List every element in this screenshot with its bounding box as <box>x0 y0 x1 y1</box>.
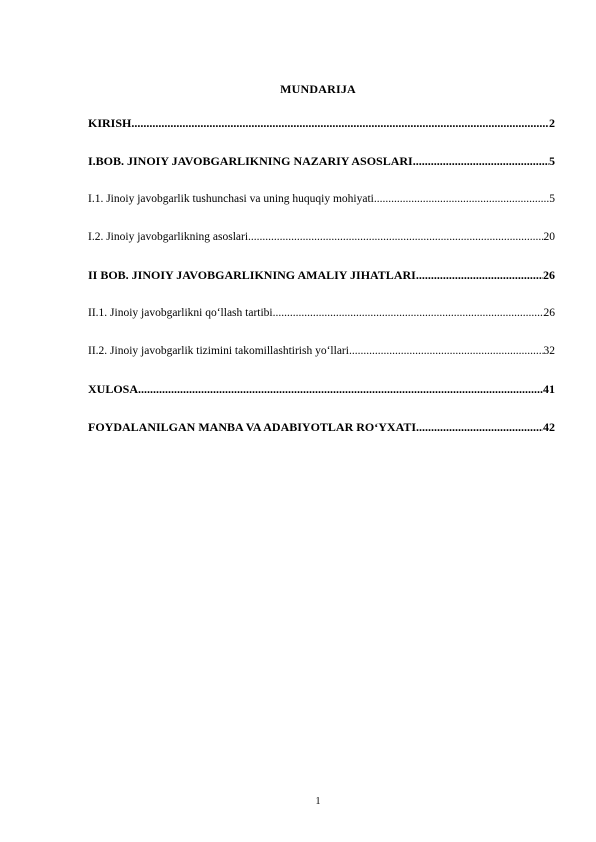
toc-entry-page: 32 <box>543 345 555 357</box>
toc-entry-chapter-1 <box>88 154 555 168</box>
table-of-contents <box>88 116 555 458</box>
toc-leader-dots <box>416 268 543 282</box>
toc-entry-text: I.BOB. JINOIY JAVOBGARLIKNING NAZARIY ASOSLARI <box>88 154 413 168</box>
toc-entry-xulosa <box>88 382 555 396</box>
toc-leader-dots <box>131 116 549 130</box>
toc-entry-section-2-2 <box>88 344 555 358</box>
toc-leader-dots <box>138 382 543 396</box>
toc-entry-text: KIRISH <box>88 116 132 130</box>
toc-entry-section-2-1 <box>88 306 555 320</box>
toc-entry-text: II.1. Jinoiy javobgarlikni qo‘llash tartibi <box>88 307 273 319</box>
toc-leader-dots <box>349 344 544 358</box>
toc-entry-kirish <box>88 116 555 130</box>
toc-entry-text: XULOSA <box>88 382 139 396</box>
toc-entry-section-1-1 <box>88 192 555 206</box>
toc-entry-page: 42 <box>543 420 555 434</box>
toc-entry-text: II.2. Jinoiy javobgarlik tizimini takomillashtirish yo‘llari <box>88 345 349 357</box>
page-number: 1 <box>315 796 321 807</box>
toc-leader-dots <box>416 420 543 434</box>
toc-entry-text: I.1. Jinoiy javobgarlik tushunchasi va uning huquqiy mohiyati <box>88 193 374 205</box>
toc-leader-dots <box>273 306 544 320</box>
toc-entry-page: 20 <box>543 231 555 243</box>
toc-leader-dots <box>374 192 549 206</box>
toc-entry-page: 2 <box>549 116 555 130</box>
toc-entry-text: FOYDALANILGAN MANBA VA ADABIYOTLAR RO‘YXATI <box>88 420 417 434</box>
toc-entry-text: II BOB. JINOIY JAVOBGARLIKNING AMALIY JIHATLARI <box>88 268 416 282</box>
toc-entry-page: 26 <box>543 307 555 319</box>
toc-entry-page: 5 <box>549 193 555 205</box>
toc-entry-page: 5 <box>549 154 555 168</box>
toc-leader-dots <box>248 230 543 244</box>
toc-entry-section-1-2 <box>88 230 555 244</box>
toc-entry-page: 41 <box>543 382 555 396</box>
toc-entry-bibliography <box>88 420 555 434</box>
toc-leader-dots <box>413 154 549 168</box>
toc-entry-page: 26 <box>543 268 555 282</box>
page-title: MUNDARIJA <box>280 82 356 96</box>
toc-entry-text: I.2. Jinoiy javobgarlikning asoslari <box>88 231 249 243</box>
toc-entry-chapter-2 <box>88 268 555 282</box>
